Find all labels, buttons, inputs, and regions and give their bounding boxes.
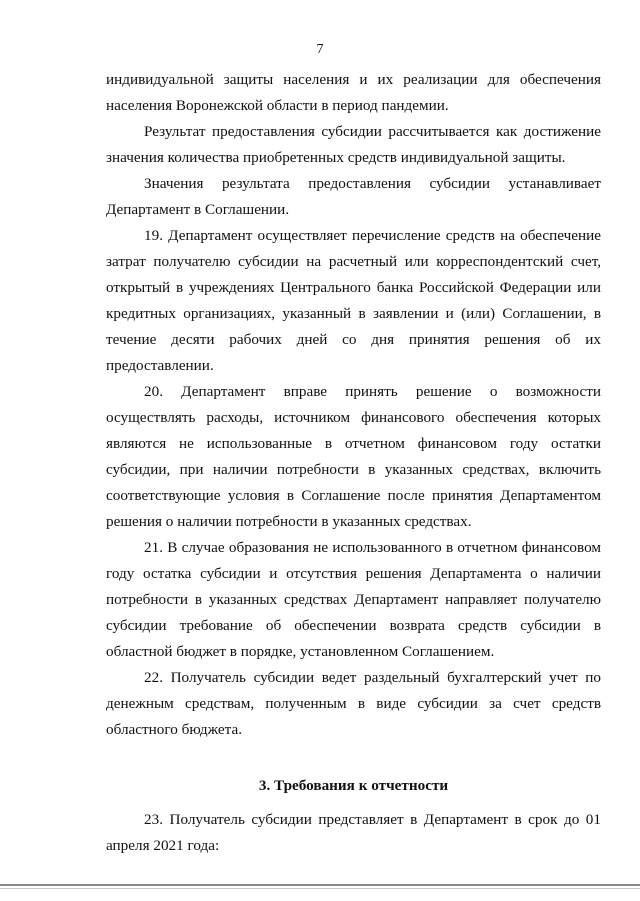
scan-edge-line-secondary [0,888,640,889]
section-heading: 3. Требования к отчетности [258,777,449,794]
scan-edge-line [0,884,640,886]
paragraph-21: 21. В случае образования не использованного в отчетном финансовом году остатка субсидии и отсутствия решения Департамента о наличии потребности в указанных средствах Департамент направляет получателю субсидии требование об обеспечении возврата средств субсидии в областной бюджет в порядке, установленном Соглашением. [106,539,601,660]
paragraph-result: Результат предоставления субсидии рассчитывается как достижение значения количества приобретенных средств индивидуальной защиты. [106,123,601,166]
paragraph-20: 20. Департамент вправе принять решение о возможности осуществлять расходы, источником финансового обеспечения которых являются не использованные в отчетном финансовом году остатки субсидии, при наличии потребности в указанных средствах, включить соответствующие условия в Соглашение после принятия Департаментом решения о наличии потребности в указанных средствах. [106,383,601,530]
paragraph-continuation: индивидуальной защиты населения и их реализации для обеспечения населения Воронежской области в период пандемии. [106,71,601,114]
paragraph-22: 22. Получатель субсидии ведет раздельный бухгалтерский учет по денежным средствам, полученным в виде субсидии за счет средств областного бюджета. [106,669,601,738]
paragraph-19: 19. Департамент осуществляет перечисление средств на обеспечение затрат получателю субсидии на расчетный или корреспондентский счет, открытый в учреждениях Центрального банка Российской Федерации или кредитных организациях, указанный в заявлении и (или) Соглашении, в течение десяти рабочих дней со дня принятия решения об их предоставлении. [106,227,601,374]
paragraph-23: 23. Получатель субсидии представляет в Департамент в срок до 01 апреля 2021 года: [106,811,601,854]
document-body [106,67,601,859]
page-number: 7 [316,42,324,57]
paragraph-result-values: Значения результата предоставления субсидии устанавливает Департамент в Соглашении. [106,175,601,218]
